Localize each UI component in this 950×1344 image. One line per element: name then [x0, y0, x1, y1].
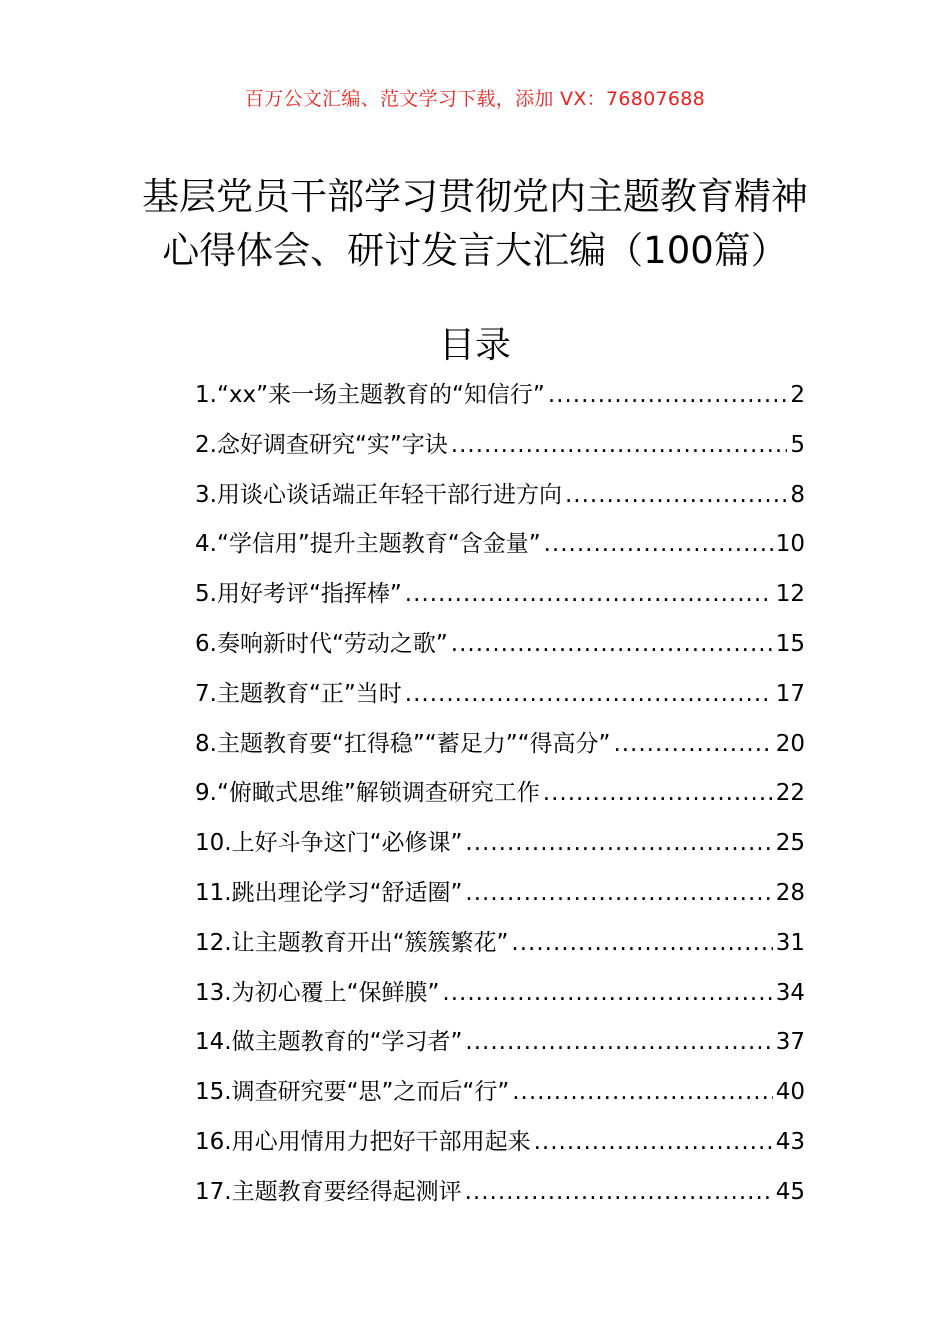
toc-entry-title: 2.念好调查研究“实”字诀 [195, 431, 448, 458]
toc-dot-leader [465, 1168, 773, 1218]
toc-dot-leader [534, 1118, 773, 1168]
document-title [0, 170, 950, 278]
toc-entry-title: 7.主题教育“正”当时 [195, 680, 402, 707]
toc-entry-page: 25 [775, 830, 805, 857]
toc-dot-leader [543, 769, 773, 819]
toc-dot-leader [442, 969, 772, 1019]
toc-dot-leader [465, 819, 772, 869]
toc-entry-page: 37 [775, 1029, 805, 1056]
toc-entry-title: 1.“xx”来一场主题教育的“知信行” [195, 382, 545, 408]
toc-dot-leader [544, 520, 773, 570]
title-line-2: 心得体会、研讨发言大汇编（100篇） [162, 229, 788, 272]
toc-heading: 目录 [438, 325, 511, 366]
toc-entry-title: 6.奏响新时代“劳动之歌” [195, 630, 448, 657]
toc-entry-page: 12 [775, 581, 805, 608]
toc-entry[interactable] [195, 919, 805, 969]
toc-entry-page: 40 [775, 1079, 805, 1106]
toc-entry[interactable] [195, 421, 805, 471]
toc-entry[interactable] [195, 471, 805, 521]
toc-dot-leader [511, 919, 772, 969]
toc-dot-leader [405, 570, 773, 620]
toc-entry-page: 34 [775, 979, 805, 1006]
toc-entry-page: 8 [790, 481, 805, 508]
toc-entry-page: 17 [775, 680, 805, 707]
toc-entry-title: 10.上好斗争这门“必修课” [195, 830, 463, 857]
toc-entry-page: 5 [790, 431, 805, 458]
toc-entry[interactable] [195, 720, 805, 770]
toc-dot-leader [451, 421, 788, 471]
toc-entry-page: 15 [775, 630, 805, 657]
toc-entry-title: 11.跳出理论学习“舒适圈” [195, 879, 463, 906]
toc-dot-leader [405, 670, 773, 720]
toc-entry-title: 8.主题教育要“扛得稳”“蓄足力”“得高分” [195, 730, 611, 757]
toc-entry-title: 3.用谈心谈话端正年轻干部行进方向 [195, 481, 562, 508]
toc-entry-title: 15.调查研究要“思”之而后“行” [195, 1079, 510, 1106]
toc-entry-page: 28 [775, 879, 805, 906]
toc-dot-leader [465, 869, 772, 919]
toc-entry[interactable] [195, 769, 805, 819]
toc-entry[interactable] [195, 620, 805, 670]
toc-entry-page: 31 [775, 929, 805, 956]
toc-entry-title: 14.做主题教育的“学习者” [195, 1029, 463, 1056]
toc-entry-title: 9.“俯瞰式思维”解锁调查研究工作 [195, 780, 540, 807]
toc-entry-title: 17.主题教育要经得起测评 [195, 1178, 462, 1205]
toc-entry-page: 20 [775, 730, 805, 757]
watermark-banner: 百万公文汇编、范文学习下载，添加 VX：76807688 [244, 88, 706, 110]
toc-entry[interactable] [195, 819, 805, 869]
toc-entry[interactable] [195, 570, 805, 620]
toc-entry[interactable] [195, 670, 805, 720]
toc-entry-title: 5.用好考评“指挥棒” [195, 581, 402, 608]
toc-dot-leader [548, 371, 788, 421]
toc-entry-title: 16.用心用情用力把好干部用起来 [195, 1128, 531, 1155]
toc-entry[interactable] [195, 1168, 805, 1218]
toc-entry[interactable] [195, 969, 805, 1019]
toc-dot-leader [451, 620, 773, 670]
title-line-1: 基层党员干部学习贯彻党内主题教育精神 [142, 175, 808, 218]
toc-entry-title: 12.让主题教育开出“簇簇繁花” [195, 929, 509, 956]
toc-dot-leader [465, 1018, 772, 1068]
toc-entry-page: 22 [775, 780, 805, 807]
toc-entry-page: 45 [775, 1178, 805, 1205]
toc-entry-page: 10 [775, 531, 805, 558]
toc-dot-leader [613, 720, 772, 770]
toc-entry-page: 2 [790, 382, 805, 408]
toc-entry[interactable] [195, 1118, 805, 1168]
toc-entry[interactable] [195, 1018, 805, 1068]
toc-entry[interactable] [195, 869, 805, 919]
toc-entry[interactable] [195, 520, 805, 570]
toc-entry-page: 43 [775, 1128, 805, 1155]
toc-dot-leader [512, 1068, 772, 1118]
toc-entry[interactable] [195, 1068, 805, 1118]
toc-dot-leader [565, 471, 787, 521]
toc-entry-title: 13.为初心覆上“保鲜膜” [195, 979, 440, 1006]
toc-entry[interactable] [195, 371, 805, 421]
table-of-contents [195, 371, 805, 1218]
toc-entry-title: 4.“学信用”提升主题教育“含金量” [195, 531, 541, 558]
